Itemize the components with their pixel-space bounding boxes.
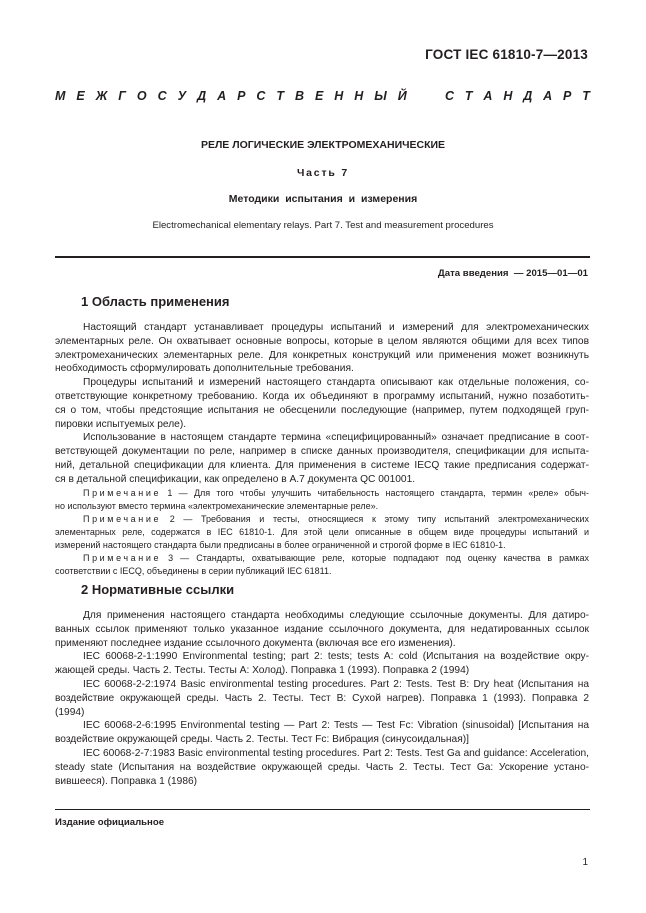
reference-line: воздействие окружающей среды. Часть 2. Тесты. Тест В: Сухой нагрев). Поправка 1 (1993). Поправка 2: [55, 692, 589, 704]
reference-line: вившееся). Поправка 1 (1986): [55, 775, 198, 787]
paragraph-line: Использование в настоящем стандарте термина «специфицированный» означает предписание в соот-: [83, 432, 589, 444]
banner-letter: Е: [76, 89, 85, 103]
paragraph-line: Процедуры испытаний и измерений настоящего стандарта описывают как отдельные положения, со-: [83, 377, 589, 389]
note-line: [55, 487, 589, 500]
section-1-body: [55, 321, 589, 578]
banner-letter: Й: [397, 89, 407, 103]
paragraph-line: пировки испытуемых реле).: [55, 418, 187, 430]
banner-letter: Ж: [95, 89, 108, 103]
section-2-heading: 2 Нормативные ссылки: [81, 582, 235, 597]
reference-line: жающей среды. Часть 2. Тесты. Тесты А: Холод). Поправка 1 (1993). Поправка 2 (1994): [55, 665, 470, 677]
banner-letter: Н: [334, 89, 344, 103]
note-2: [55, 513, 589, 552]
paragraph-line: ся в детальной спецификации, как определено в А.7 документа QC 001001.: [55, 473, 416, 485]
section-2-body: [55, 609, 589, 788]
banner-letter: Н: [354, 89, 364, 103]
banner-letter: С: [157, 89, 167, 103]
document-subtitle: Методики испытания и измерения: [228, 193, 418, 205]
note-line: элементарных реле, содержатся в IEC 61810-1. Для этой цели описанные в общем виде процедуры испытаний и: [55, 526, 589, 537]
banner-letter: А: [217, 89, 227, 103]
note-label: Примечание: [83, 513, 162, 524]
note-text: — Стандарты, охватывающие реле, которые подпадают под оценку качества в рамках: [180, 552, 589, 563]
banner-letter: Т: [464, 89, 473, 103]
note-label: Примечание: [83, 487, 162, 498]
note-line: но используют вместо термина «электромеханические элементарные реле».: [55, 500, 379, 511]
document-title: РЕЛЕ ЛОГИЧЕСКИЕ ЭЛЕКТРОМЕХАНИЧЕСКИЕ: [200, 139, 446, 151]
banner-letter: А: [483, 89, 493, 103]
banner-letter: О: [136, 89, 147, 103]
paragraph-line: ответствующие конкретному требованию. Когда их объединяют в программу испытаний, нужно позаботить-: [55, 390, 589, 402]
paragraph-line: применяют последнее издание ссылочного документа (включая все его изменения).: [55, 637, 456, 649]
paragraph-line: ванных ссылок применяют только указанное издание ссылочного документа, для недатированных ссылок: [55, 623, 589, 635]
section-1-heading: 1 Область применения: [81, 294, 230, 309]
banner-letter: Р: [563, 89, 572, 103]
footer-divider: [55, 809, 590, 810]
note-text: — Требования и тесты, относящиеся к этому типу испытаний электромеханических: [183, 513, 589, 524]
paragraph-line: ветствующей документации по реле, например в списке данных производителя, спецификации для испыта-: [55, 446, 589, 458]
page-number: 1: [582, 857, 588, 868]
paragraph-line: ний, детальной спецификации для клиента. Для применения в системе IECQ такие предписания содержат-: [55, 459, 589, 471]
note-1: [55, 487, 589, 513]
standard-banner: [55, 89, 590, 103]
note-line: измерений настоящего стандарта были предписаны в более ограниченной и строгой форме в IEC 61810-1.: [55, 539, 506, 550]
banner-letter: Г: [118, 89, 126, 103]
part-label: Часть 7: [296, 167, 349, 179]
official-edition-label: Издание официальное: [55, 817, 165, 828]
reference-line: IEC 60068-2-6:1995 Environmental testing — Part 2: Tests — Test Fc: Vibration (sinusoidal) [Испытания на: [83, 720, 589, 732]
note-number: 3: [168, 552, 174, 563]
paragraph-line: необходимость сформулировать дополнительные требования.: [55, 363, 354, 375]
paragraph-line: Для применения настоящего стандарта необходимы следующие ссылочные документы. Для датиро-: [83, 610, 589, 621]
banner-word-standard: [445, 89, 590, 103]
banner-letter: А: [543, 89, 553, 103]
paragraph-line: электромеханических элементарных реле. Для конкретных конструкций или применения может возникнуть: [55, 349, 589, 361]
note-label: Примечание: [83, 552, 162, 563]
banner-letter: Т: [276, 89, 285, 103]
banner-letter: Д: [523, 89, 533, 103]
english-title: Electromechanical elementary relays. Part 7. Test and measurement procedures: [152, 220, 494, 231]
banner-letter: Д: [197, 89, 207, 103]
note-text: — Для того чтобы улучшить читабельность настоящего стандарта, термин «реле» обыч-: [178, 487, 589, 498]
note-3: [55, 552, 589, 578]
reference-line: IEC 60068-2-1:1990 Environmental testing; part 2: tests; tests A: cold (Испытания на воздействие окру-: [83, 651, 589, 663]
banner-letter: М: [55, 89, 66, 103]
paragraph-line: элементарных реле. Он охватывает основные вопросы, которые в целом являются общими для всех типов: [55, 335, 589, 347]
banner-letter: В: [294, 89, 305, 103]
banner-letter: Р: [237, 89, 246, 103]
paragraph-line: ся о том, чтобы предстоящие испытания не обесценили последующие (например, путем подходящей груп-: [55, 404, 589, 416]
note-line: [55, 513, 589, 526]
document-number: ГОСТ IEC 61810-7—2013: [425, 47, 588, 62]
paragraph-line: Настоящий стандарт устанавливает процедуры испытаний и измерений для электромеханических: [83, 322, 589, 333]
banner-letter: Ы: [374, 89, 387, 103]
reference-line: (1994): [55, 706, 85, 718]
title-divider: [55, 256, 590, 258]
banner-letter: Т: [582, 89, 590, 103]
introduction-date-label: Дата введения: [437, 268, 509, 279]
note-number: 1: [167, 487, 173, 498]
introduction-date: [438, 268, 588, 279]
reference-line: IEC 60068-2-7:1983 Basic environmental testing procedures. Part 2: Tests. Test Ga and guidance: Acceleration,: [83, 747, 589, 759]
note-number: 2: [169, 513, 175, 524]
reference-line: steady state (Испытания на воздействие окружающей среды. Часть 2. Тесты. Тест Ga: Ускорение устано-: [55, 761, 589, 773]
banner-word-interstate: [55, 89, 407, 103]
reference-line: воздействие окружающей среды. Часть 2. Тесты. Тест Fc: Вибрация (синусоидальная)]: [55, 734, 469, 746]
banner-letter: У: [177, 89, 187, 103]
banner-letter: С: [256, 89, 266, 103]
introduction-date-value: — 2015—01—01: [513, 268, 588, 279]
banner-letter: Е: [314, 89, 324, 103]
note-line: соответствии с IECQ, объединены в серии публикаций IEC 61811.: [55, 565, 332, 576]
banner-letter: Н: [503, 89, 513, 103]
note-line: [55, 552, 589, 565]
banner-letter: С: [445, 89, 455, 103]
reference-line: IEC 60068-2-2:1974 Basic environmental testing procedures. Part 2: Tests. Test B: Dry heat (Испытания на: [83, 678, 589, 690]
